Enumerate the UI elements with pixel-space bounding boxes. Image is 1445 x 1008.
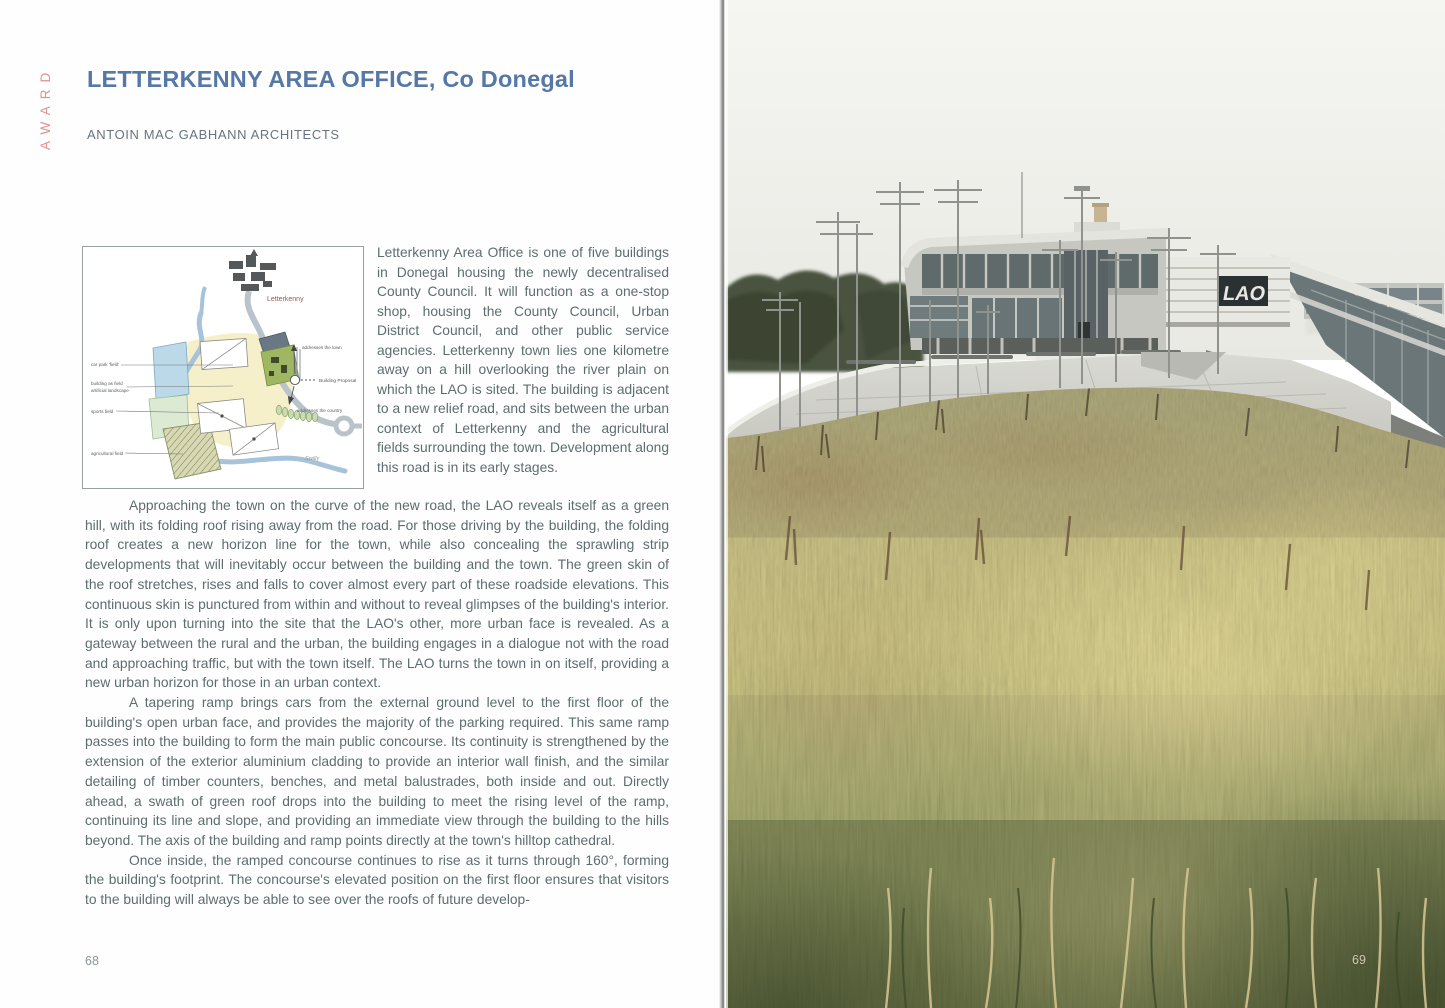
chimney-cap xyxy=(1092,203,1109,207)
map-label-car-park: car park 'field' xyxy=(91,362,120,367)
paragraph-2: Approaching the town on the curve of the new road, the LAO reveals itself as a green hill, with its folding roof rising away from the road. For those driving by the building, the folding roof creates a new horizon line for the town, while also concealing the sprawling strip developments that will inevitably occur between the building and the town. The green skin of the roof stretches, rises and falls to cover almost every part of these roadside elevations. This continuous skin is punctured from within and without to reveal glimpses of the building's interior. It is only upon turning into the site that the LAO's other, more urban face is revealed. As a gateway between the rural and the urban, the building engages in a dialogue not with the road and approaching traffic, but with the town itself. The LAO turns the town in on itself, providing a new urban horizon for those in an urban context. xyxy=(85,498,669,691)
architects-subtitle: ANTOIN MAC GABHANN ARCHITECTS xyxy=(87,127,340,142)
lao-logo-text: LAO xyxy=(1221,283,1268,305)
map-roundabout xyxy=(336,418,352,434)
map-town-name: Letterkenny xyxy=(267,296,304,303)
meadow xyxy=(726,380,1445,1008)
intro-paragraph: Letterkenny Area Office is one of five buildings in Donegal housing the newly decentralised County Council. It will function as a one-stop shop, housing the County Council, Urban District Council, and other public service agencies. Letterkenny town lies one kilometre away on a hill overlooking the river plain on which the LAO is sited. The building is adjacent to a new relief road, and sits between the urban context of Letterkenny and the agricultural fields surrounding the town. Development along this road is in its early stages. xyxy=(377,245,669,476)
photo-page xyxy=(726,0,1445,1008)
main-wing xyxy=(900,228,1168,354)
page-number-right: 69 xyxy=(1352,953,1366,967)
map-label-agricultural: agricultural field xyxy=(91,451,124,456)
page-title: LETTERKENNY AREA OFFICE, Co Donegal xyxy=(87,66,575,92)
lao-signage-box xyxy=(1166,257,1290,327)
map-car-park-field xyxy=(153,342,189,399)
map-label-building-field-2: artificial landscape xyxy=(91,388,129,393)
map-river-name: Swilly xyxy=(305,456,320,462)
map-label-sports: sports field xyxy=(91,409,114,414)
photo-edge-highlight xyxy=(726,0,728,1008)
map-label-building-field-1: building as field xyxy=(91,381,123,386)
site-map-drawing xyxy=(83,247,363,488)
map-label-addresses-country: addresses the country xyxy=(297,408,343,413)
map-town-sketch xyxy=(229,249,276,291)
map-label-building-proposal: Building Proposal xyxy=(319,379,357,384)
book-gutter xyxy=(719,0,726,1008)
body-text xyxy=(85,496,669,910)
paragraph-3: A tapering ramp brings cars from the external ground level to the first floor of the building's open urban face, and provides the majority of the parking required. This same ramp passes into the building to form the main public concourse. Its continuity is strengthened by the extension of the exterior aluminium cladding to provide an interior wall finish, and the similar detailing of timber counters, benches, and metal balustrades, both inside and out. Directly ahead, a swath of green roof drops into the building to meet the rising level of the ramp, continuing its line and slope, and providing an immediate view through the building to the hills beyond. The axis of the building and ramp points directly at the town's hilltop cathedral. xyxy=(85,695,669,848)
trees xyxy=(726,270,924,372)
site-map-figure xyxy=(82,246,364,489)
paragraph-4: Once inside, the ramped concourse continues to rise as it turns through 160°, forming the building's footprint. The concourse's elevated position on the first floor ensures that visitors to the building will always be able to see over the roofs of future develop- xyxy=(85,852,669,908)
page-number-left: 68 xyxy=(85,954,99,968)
award-vertical-label: AWARD xyxy=(38,65,53,150)
map-label-addresses-town: addresses the town xyxy=(302,345,342,350)
page-left xyxy=(0,0,721,1008)
lao-building-photograph xyxy=(726,0,1445,1008)
map-river-tributary xyxy=(201,287,205,313)
